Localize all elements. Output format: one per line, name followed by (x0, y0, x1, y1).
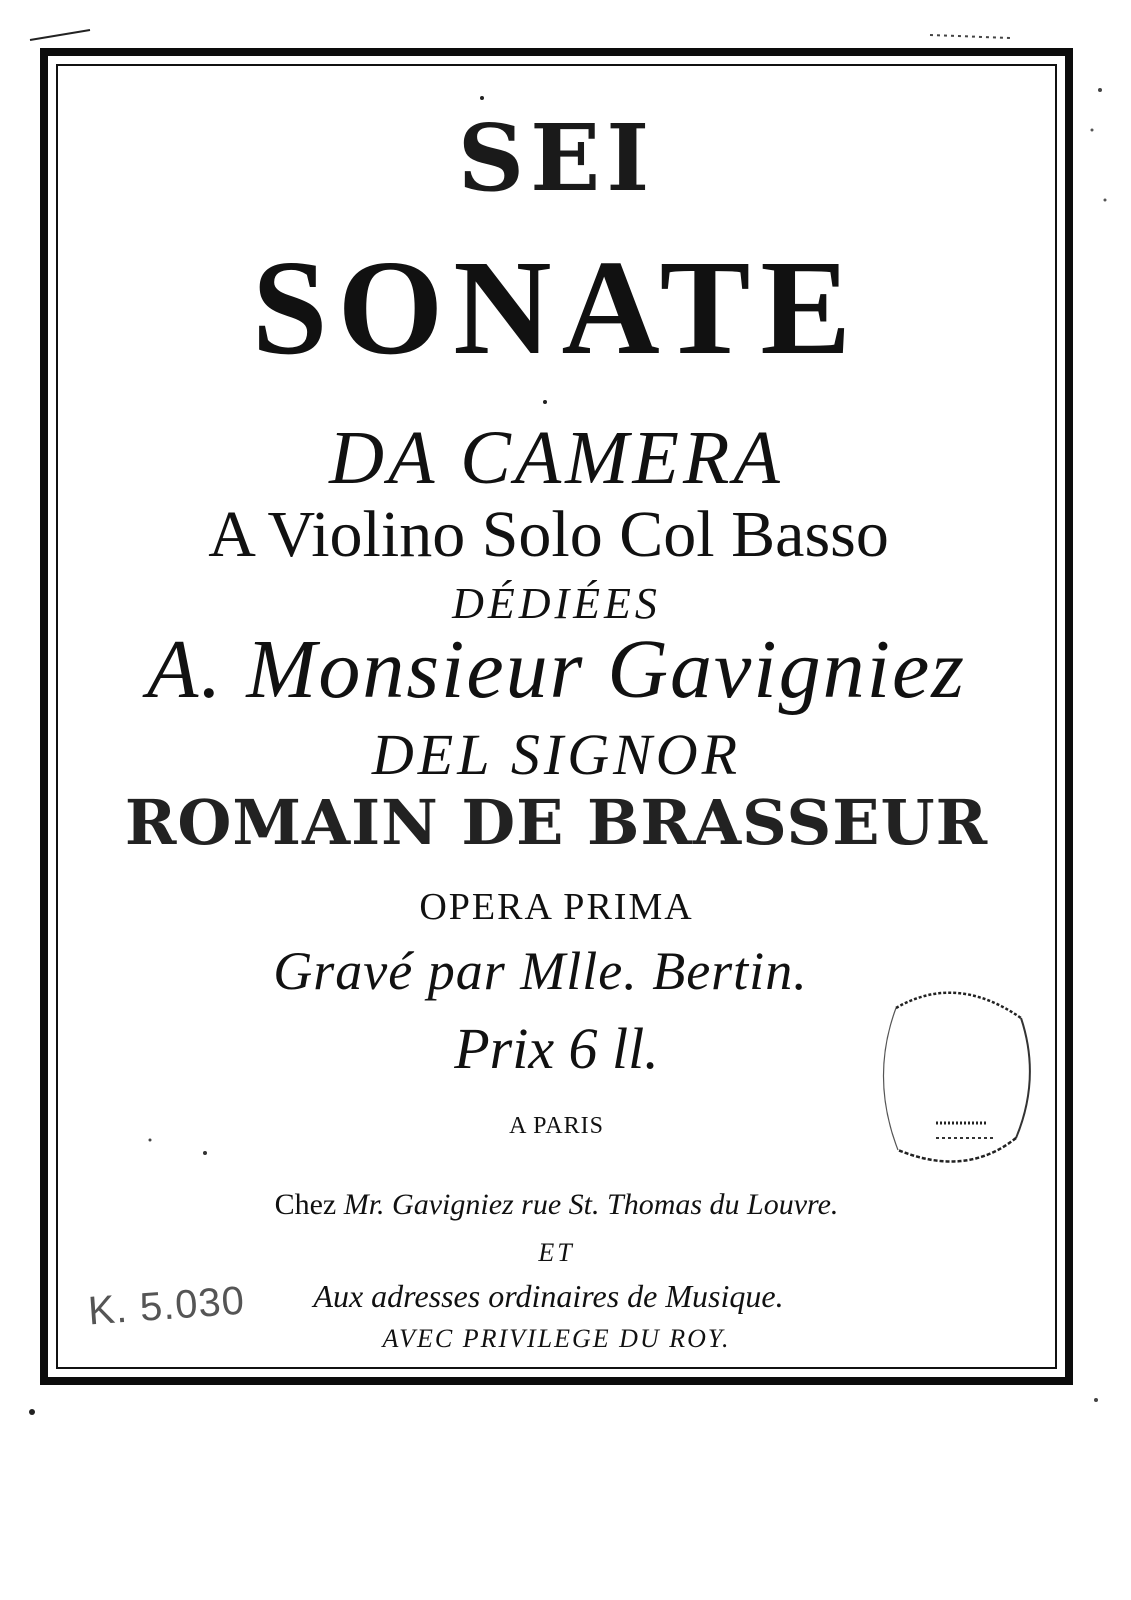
et-line: ET (538, 1238, 575, 1267)
title-da-camera: DA CAMERA (329, 416, 784, 500)
library-stamp-icon (876, 978, 1034, 1170)
publisher-prefix: Chez (274, 1188, 337, 1221)
del-signor-line: DEL SIGNOR (371, 722, 742, 787)
title-sonate: SONATE (251, 233, 862, 383)
shelfmark-annotation: K. 5.030 (86, 1278, 247, 1334)
addresses-line: Aux adresses ordinaires de Musique. (313, 1278, 784, 1314)
dedicatee-name: A. Monsieur Gavigniez (147, 623, 966, 716)
opus-line: OPERA PRIMA (419, 886, 694, 928)
instrumentation-line: A Violino Solo Col Basso (208, 498, 889, 571)
privilege-line: AVEC PRIVILEGE DU ROY. (382, 1324, 731, 1353)
publisher-line (56, 1190, 1057, 1220)
title-sei: SEI (457, 104, 656, 212)
city-line: A PARIS (509, 1113, 604, 1139)
dedication-heading: DÉDIÉES (452, 579, 661, 628)
engraver-line: Gravé par Mlle. Bertin. (273, 941, 808, 1001)
price-line: Prix 6 ll. (454, 1016, 659, 1081)
publisher-address: Mr. Gavigniez rue St. Thomas du Louvre. (343, 1188, 839, 1221)
composer-name: ROMAIN DE BRASSEUR (124, 786, 989, 859)
